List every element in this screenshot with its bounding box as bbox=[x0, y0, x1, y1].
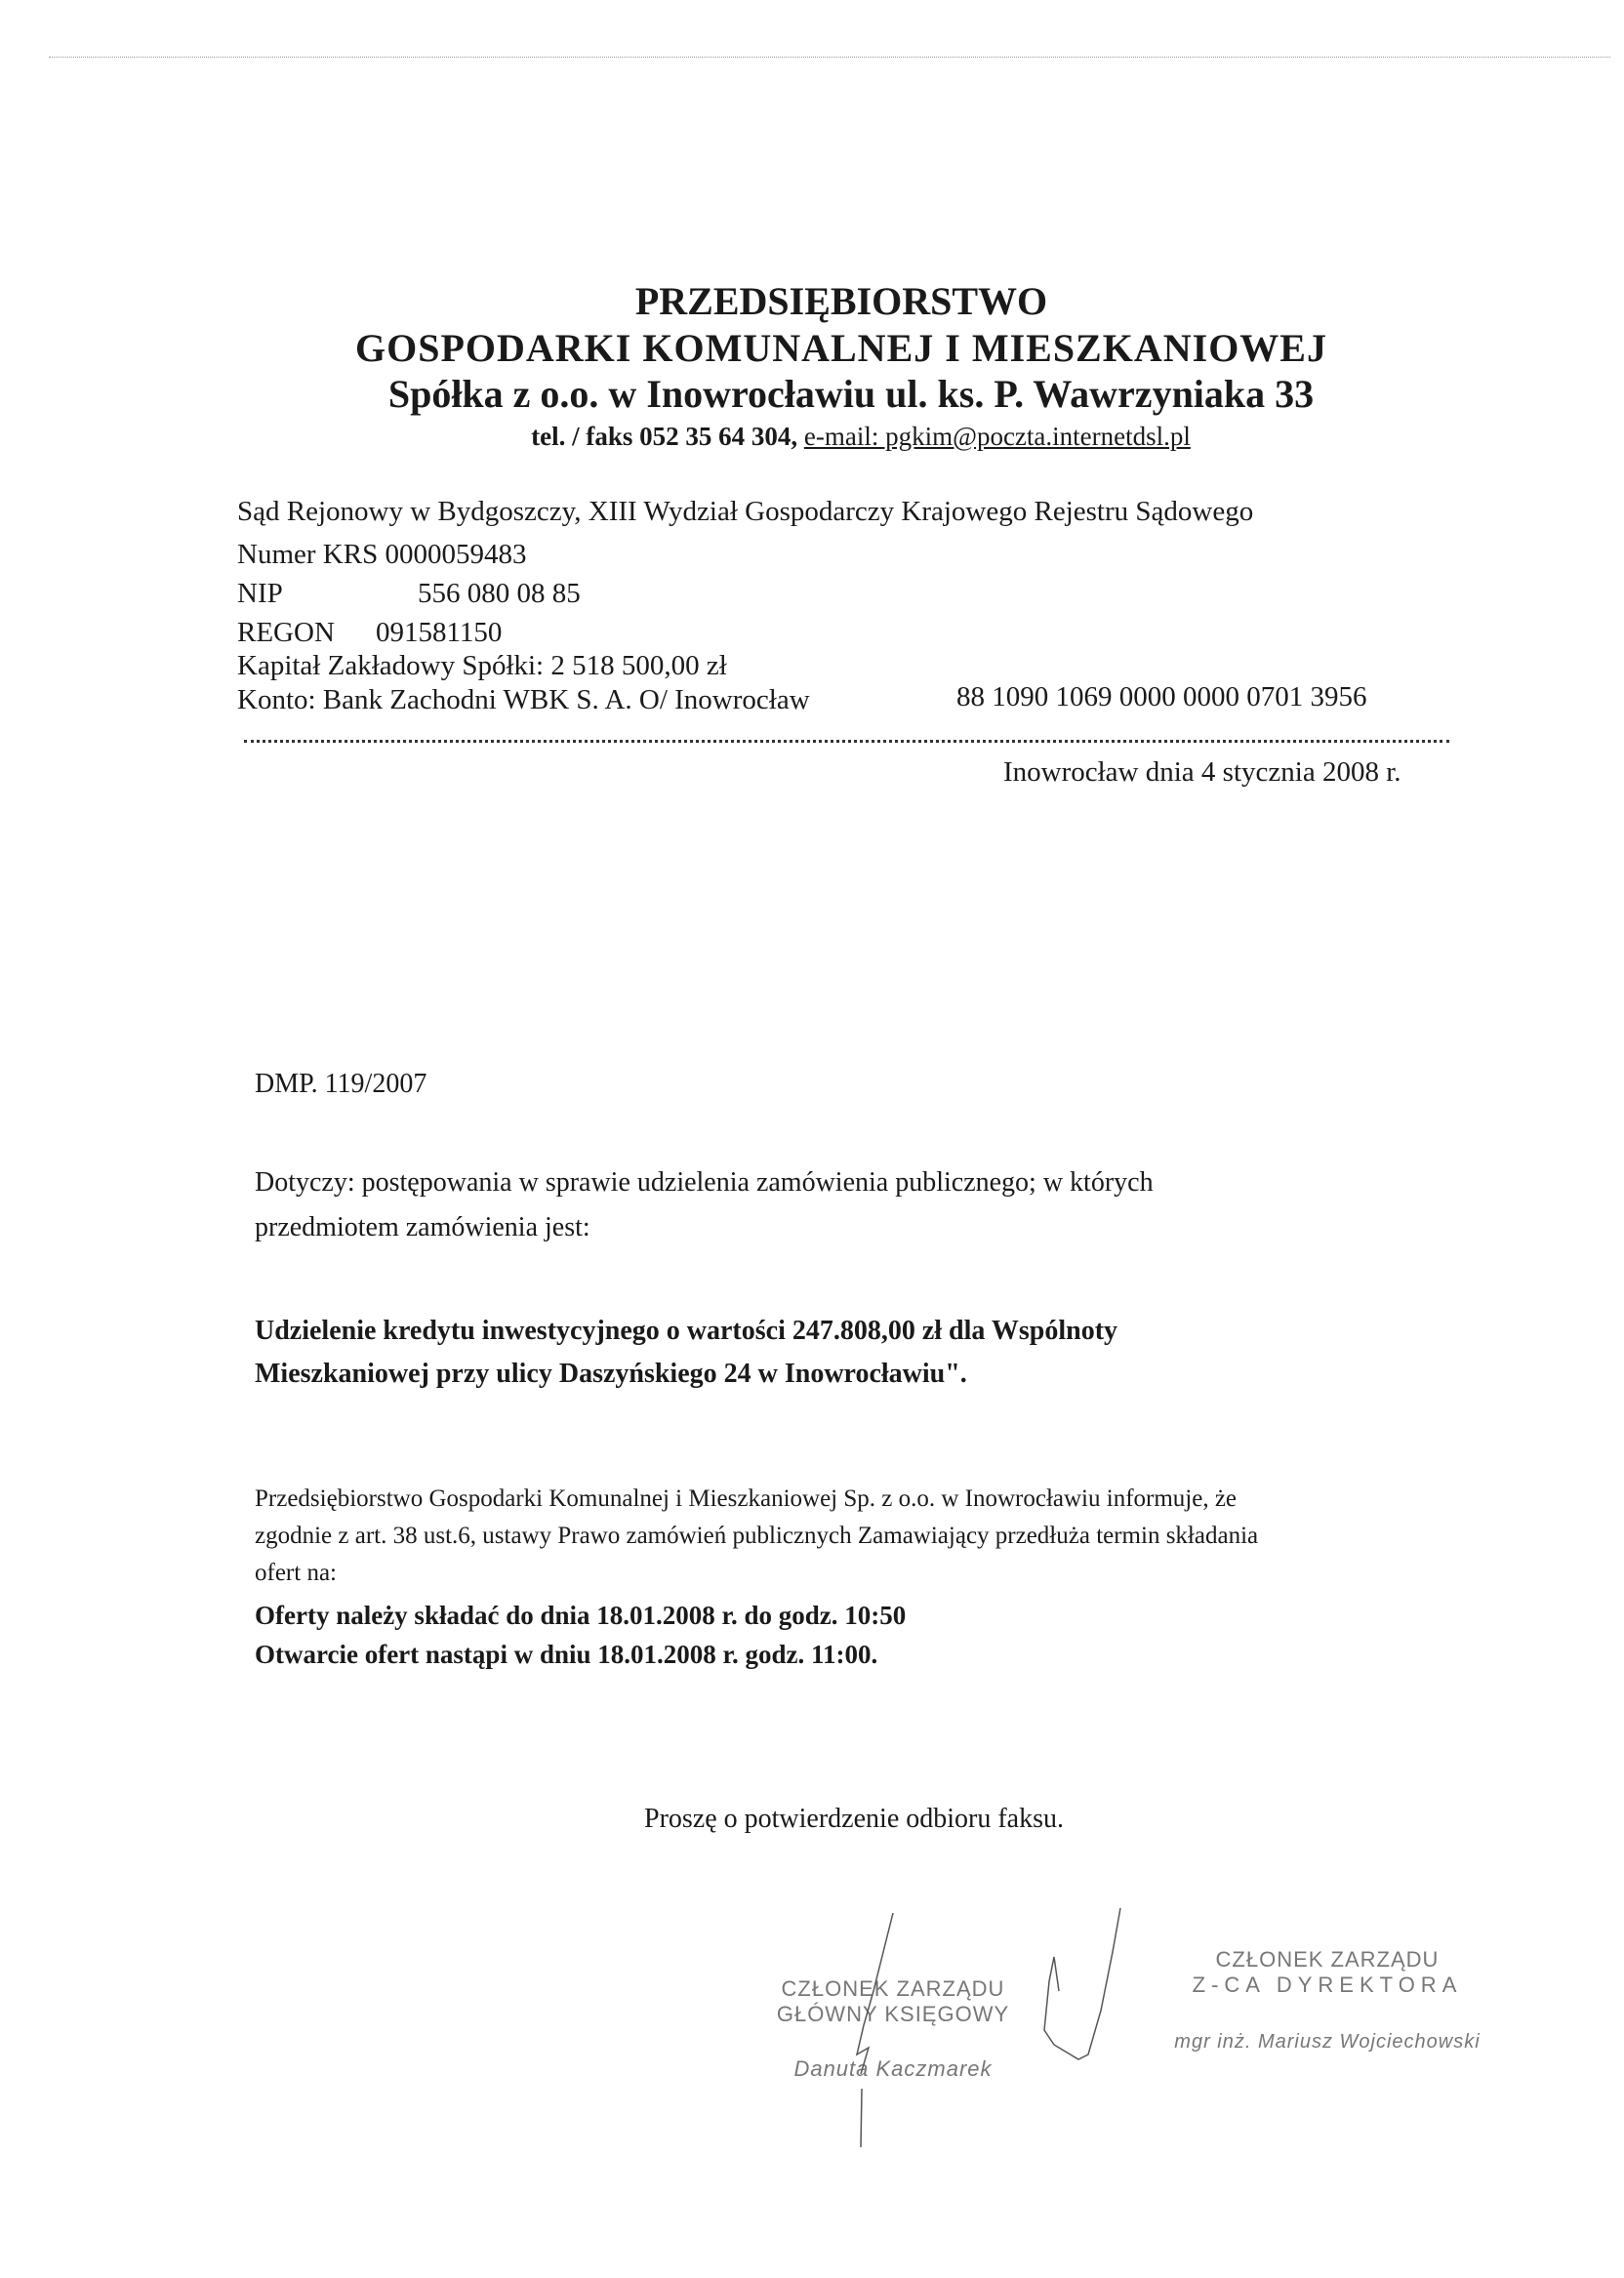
subject-line1: Dotyczy: postępowania w sprawie udzielenia zamówienia publicznego; w których bbox=[255, 1167, 1154, 1198]
closing-request: Proszę o potwierdzenie odbioru faksu. bbox=[644, 1804, 1064, 1834]
stamp-left-role: GŁÓWNY KSIĘGOWY bbox=[776, 2002, 1010, 2026]
stamp-right-name: mgr inż. Mariusz Wojciechowski bbox=[1174, 2031, 1481, 2053]
company-address: Spółka z o.o. w Inowrocławiu ul. ks. P. Wawrzyniaka 33 bbox=[387, 372, 1315, 416]
krs-label: Numer KRS bbox=[237, 539, 379, 570]
stamp-right-title: CZŁONEK ZARZĄDU bbox=[1215, 1947, 1440, 1972]
registry-nip-label: NIP bbox=[237, 578, 283, 609]
signature-left bbox=[857, 1913, 893, 2147]
paragraph-line2: zgodnie z art. 38 ust.6, ustawy Prawo zamówień publicznych Zamawiający przedłuża termin składania bbox=[255, 1523, 1259, 1549]
registry-account-number: 88 1090 1069 0000 0000 0701 3956 bbox=[956, 681, 1367, 712]
registry-regon-value: 091581150 bbox=[376, 617, 503, 648]
reference-number: DMP. 119/2007 bbox=[255, 1069, 427, 1099]
signature-right bbox=[1044, 1908, 1120, 2059]
object-line1: Udzielenie kredytu inwestycyjnego o wartości 247.808,00 zł dla Wspólnoty bbox=[255, 1316, 1118, 1346]
registry-account-label: Konto: Bank Zachodni WBK S. A. O/ Inowrocław bbox=[237, 684, 810, 715]
subject-line2: przedmiotem zamówienia jest: bbox=[255, 1212, 590, 1242]
registry-court: Sąd Rejonowy w Bydgoszczy, XIII Wydział Gospodarczy Krajowego Rejestru Sądowego bbox=[237, 496, 1254, 527]
object-line2: Mieszkaniowej przy ulicy Daszyńskiego 24 w Inowrocławiu". bbox=[255, 1359, 967, 1389]
stamp-left-title: CZŁONEK ZARZĄDU bbox=[781, 1976, 1005, 2001]
company-name-line2: GOSPODARKI KOMUNALNEJ I MIESZKANIOWEJ bbox=[355, 326, 1327, 370]
stamp-right-role: Z-CA DYREKTORA bbox=[1192, 1973, 1463, 1997]
company-name-line1: PRZEDSIĘBIORSTWO bbox=[634, 279, 1048, 323]
registry-regon-label: REGON bbox=[237, 617, 335, 648]
phone-fax: tel. / faks 052 35 64 304, bbox=[531, 422, 798, 451]
email-link: e-mail: pgkim@poczta.internetdsl.pl bbox=[803, 422, 1191, 451]
registry-capital: Kapitał Zakładowy Spółki: 2 518 500,00 zł bbox=[237, 650, 727, 681]
paragraph-line1: Przedsiębiorstwo Gospodarki Komunalnej i Mieszkaniowej Sp. z o.o. w Inowrocławiu informuje, że bbox=[255, 1485, 1238, 1512]
registry-nip-value: 556 080 08 85 bbox=[418, 578, 581, 609]
krs-value: 0000059483 bbox=[385, 539, 527, 570]
paragraph-line3: ofert na: bbox=[255, 1560, 337, 1586]
opening-date: Otwarcie ofert nastąpi w dniu 18.01.2008 r. godz. 11:00. bbox=[255, 1640, 878, 1669]
letter-date: Inowrocław dnia 4 stycznia 2008 r. bbox=[1003, 756, 1401, 788]
stamp-left-name: Danuta Kaczmarek bbox=[793, 2056, 993, 2081]
offers-deadline: Oferty należy składać do dnia 18.01.2008 r. do godz. 10:50 bbox=[255, 1601, 907, 1630]
